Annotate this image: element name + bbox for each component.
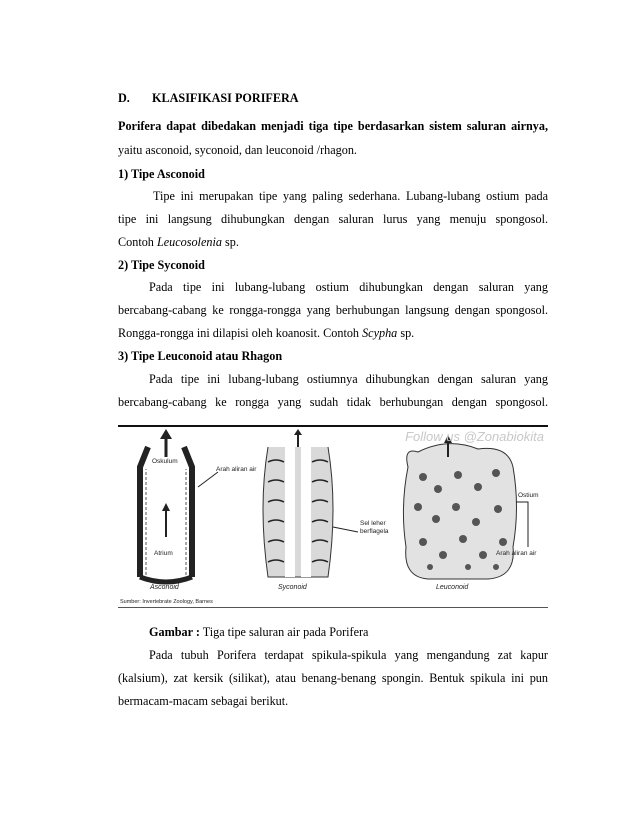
label-sel-leher: Sel leher [360, 520, 386, 527]
intro-line-2: yaitu asconoid, syconoid, dan leuconoid /rhagon. [118, 143, 357, 157]
section-1-title: 1) Tipe Asconoid [118, 167, 205, 181]
section-1-example [118, 234, 548, 250]
asconoid-diagram [140, 429, 218, 582]
section-2-line-2: bercabang-cabang ke rongga-rongga yang berhubungan langsung dengan spongosol. [118, 303, 548, 317]
figure-caption [149, 624, 548, 640]
leuconoid-diagram [403, 435, 528, 579]
syconoid-diagram [263, 429, 358, 577]
section-3-title: 3) Tipe Leuconoid atau Rhagon [118, 349, 283, 363]
intro-line-1: Porifera dapat dibedakan menjadi tiga tipe berdasarkan sistem saluran airnya, [118, 119, 548, 133]
heading-letter: D. [118, 91, 130, 105]
caption-label: Gambar : [149, 625, 200, 639]
section-1-line-1: Tipe ini merupakan tipe yang paling sederhana. Lubang-lubang ostium pada [153, 189, 548, 203]
section-3-line-2: bercabang-cabang ke rongga yang sudah tidak berhubungan dengan spongosol. [118, 395, 548, 409]
canal-system-illustration [118, 427, 548, 605]
label-arah-aliran-air-2: Arah aliran air [496, 550, 537, 557]
section-2-line-1: Pada tipe ini lubang-lubang ostium dihubungkan dengan saluran yang [149, 280, 548, 294]
label-oskulum: Oskulum [152, 458, 178, 465]
closing-line-1: Pada tubuh Porifera terdapat spikula-spikula yang mengandung zat kapur [149, 648, 548, 662]
example-prefix: Contoh [118, 235, 157, 249]
section-3-line-1: Pada tipe ini lubang-lubang ostiumnya dihubungkan dengan saluran yang [149, 372, 548, 386]
label-leuconoid: Leuconoid [436, 584, 469, 591]
watermark: Follow us @Zonabiokita [405, 429, 544, 444]
label-ostium: Ostium [518, 492, 539, 499]
closing-line-3: bermacam-macam sebagai berikut. [118, 694, 289, 708]
section-2-title: 2) Tipe Syconoid [118, 258, 205, 272]
section-2-example [118, 325, 548, 341]
figure-source: Sumber: Invertebrate Zoology, Barnes [120, 599, 213, 605]
caption-text: Tiga tipe saluran air pada Porifera [199, 625, 369, 639]
label-atrium: Atrium [154, 550, 173, 557]
heading-title: KLASIFIKASI PORIFERA [152, 91, 299, 105]
section-heading [118, 90, 548, 106]
label-asconoid: Asconoid [150, 584, 179, 591]
example-prefix: Rongga-rongga ini dilapisi oleh koanosit. Contoh [118, 326, 363, 340]
label-syconoid: Syconoid [278, 584, 307, 591]
label-berflagela: berflagela [360, 528, 389, 535]
example-suffix: sp. [397, 326, 415, 340]
section-1-line-2: tipe ini langsung dihubungkan dengan saluran lurus yang menuju spongosol. [118, 212, 548, 226]
example-genus: Scypha [362, 326, 398, 340]
label-arah-aliran-air: Arah aliran air [216, 466, 257, 473]
closing-line-2: (kalsium), zat kersik (silikat), atau benang-benang spongin. Bentuk spikula ini pun [118, 671, 548, 685]
porifera-figure [118, 425, 548, 608]
example-suffix: sp. [221, 235, 239, 249]
example-genus: Leucosolenia [156, 235, 222, 249]
